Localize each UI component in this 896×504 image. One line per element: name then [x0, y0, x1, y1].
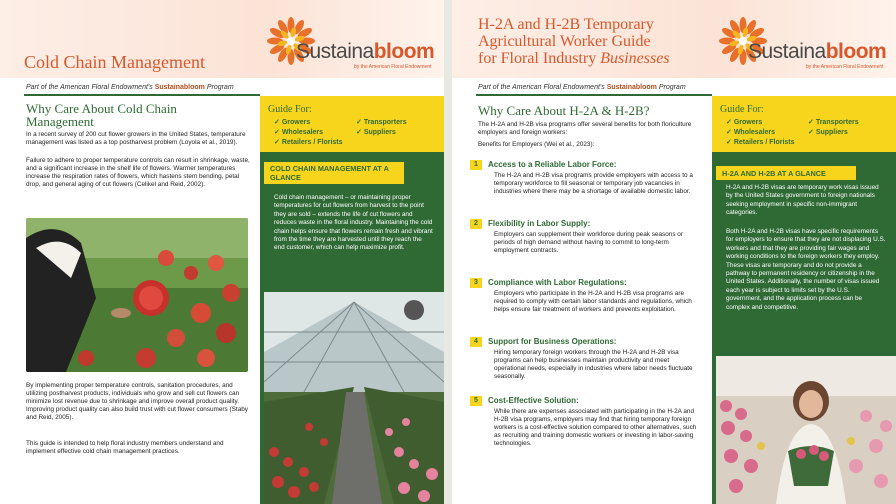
item-body: The H-2A and H-2B visa programs provide employers with access to a temporary workforce to fill seasonal or temporary job vacancies in industries where there may be a shortage of available domestic labor.: [494, 172, 693, 195]
guide-item-transporters: ✓ Transporters: [808, 119, 859, 126]
page-title: Cold Chain Management: [24, 52, 205, 72]
item-heading: Support for Business Operations:: [488, 337, 617, 346]
bottom-paragraph-2: This guide is intended to help floral industry members understand and implement effective cold chain management practices.: [26, 440, 224, 455]
glance-heading: H-2A AND H-2B AT A GLANCE: [722, 169, 826, 178]
logo-tagline: by the American Floral Endowment: [354, 64, 432, 70]
title-line-1: H-2A and H-2B Temporary: [478, 16, 654, 33]
logo-tagline: by the American Floral Endowment: [806, 64, 884, 70]
bottom-paragraph-1: By implementing proper temperature controls, sanitation procedures, and utilizing postharvest products, individuals who grow and sell cut flowers can minimize lost revenue due to shrinkage and improve overall product quality. Improving product quality can also build trust with cut flower consumers (Staby and Reid, 2005).: [26, 382, 248, 421]
intro-paragraph: The H-2A and H-2B visa programs offer several benefits for both floriculture employers and foreign workers:: [478, 121, 692, 136]
divider: [24, 94, 260, 96]
at-a-glance-box: [260, 152, 444, 504]
item-heading: Flexibility in Labor Supply:: [488, 219, 591, 228]
title-line-2: Agricultural Worker Guide: [478, 33, 651, 50]
greenhouse-photo: [264, 292, 444, 504]
glance-paragraph-2: Both H-2A and H-2B visas have specific requirements for employers to ensure that they are not displacing U.S. workers and that they are providing fair wages and working conditions to the foreign workers they employ. These visas are temporary and do not provide a pathway to permanent residency or citizenship in the United States. Additionally, the number of visas issued each year is subject to limits set by the U.S. government, and the application process can be complex and competitive.: [726, 228, 886, 311]
sustainabloom-logo: [718, 16, 888, 74]
item-number: 1: [470, 160, 482, 170]
item-body: While there are expenses associated with participating in the H-2A and H-2B visa programs, employers may find that hiring temporary foreign workers is a cost-effective solution compared to other alternatives, such as recruiting and training domestic workers or investing in labor-saving technologies.: [494, 408, 697, 447]
guide-title: Guide For:: [268, 104, 312, 115]
h2a-h2b-page: [452, 0, 896, 504]
program-line: Part of the American Floral Endowment's Sustainabloom Program: [26, 84, 234, 91]
guide-item-wholesalers: ✓ Wholesalers: [274, 129, 324, 136]
divider: [476, 94, 712, 96]
title-line-3: for Floral Industry Businesses: [478, 50, 670, 67]
item-number: 3: [470, 278, 482, 288]
woman-with-flowers-photo: [26, 218, 248, 372]
florist-illustration: [716, 356, 896, 504]
item-body: Employers can supplement their workforce during peak seasons or periods of high demand without having to commit to long-term employment contracts.: [494, 231, 683, 254]
item-heading: Cost-Effective Solution:: [488, 396, 579, 405]
guide-item-suppliers: ✓ Suppliers: [808, 129, 848, 136]
item-body: Employers who participate in the H-2A and H-2B visa programs are required to comply with certain labor standards and regulations, which helps ensure fair treatment of workers and prevents exploitation.: [494, 290, 692, 313]
item-heading: Access to a Reliable Labor Force:: [488, 160, 617, 169]
florist-photo: [716, 356, 896, 504]
guide-item-suppliers: ✓ Suppliers: [356, 129, 396, 136]
item-number: 4: [470, 337, 482, 347]
glance-body: Cold chain management – or maintaining proper temperatures for cut flowers from harvest to the point they are sold – extends the life of cut flowers and reduces waste in the floral industry. Maintaining the cold chain helps ensure that flowers remain fresh and vibrant from the time they are harvested until they reach the end customer, which can help maximize profit.: [274, 194, 433, 252]
guide-item-growers: ✓ Growers: [274, 119, 311, 126]
intro-paragraph-2: Failure to adhere to proper temperature controls can result in shrinkage, waste, and a significant increase in the shelf life of flowers. Warmer temperatures increase the respiration rates of flowers, which hastens stem bending, petal drop, and general aging of cut flowers (Celikel and Reid, 2002).: [26, 157, 250, 188]
guide-item-transporters: ✓ Transporters: [356, 119, 407, 126]
logo-wordmark: Sustainabloom: [748, 40, 887, 63]
photo-illustration: [26, 218, 248, 372]
page-title: [478, 16, 728, 67]
section-heading: Why Care About Cold Chain Management: [26, 101, 177, 129]
section-heading: Why Care About H-2A & H-2B?: [478, 103, 650, 118]
item-number: 2: [470, 219, 482, 229]
benefits-label: Benefits for Employers (Wei et al., 2023):: [478, 141, 595, 148]
item-number: 5: [470, 396, 482, 406]
guide-for-box: [712, 96, 896, 152]
guide-title: Guide For:: [720, 104, 764, 115]
item-heading: Compliance with Labor Regulations:: [488, 278, 627, 287]
item-body: Hiring temporary foreign workers through the H-2A and H-2B visa programs can help businesses maintain productivity and meet operational needs, especially in industries where labor needs fluctuate seasonally.: [494, 349, 693, 380]
guide-item-retailers: ✓ Retailers / Florists: [274, 139, 343, 146]
guide-item-wholesalers: ✓ Wholesalers: [726, 129, 776, 136]
guide-for-box: [260, 96, 444, 152]
at-a-glance-box: [712, 152, 896, 504]
guide-item-retailers: ✓ Retailers / Florists: [726, 139, 795, 146]
sustainabloom-logo: [266, 16, 436, 74]
program-line: Part of the American Floral Endowment's Sustainabloom Program: [478, 84, 686, 91]
guide-item-growers: ✓ Growers: [726, 119, 763, 126]
cold-chain-page: [0, 0, 444, 504]
glance-heading: COLD CHAIN MANAGEMENT AT A GLANCE: [270, 164, 389, 182]
glance-paragraph-1: H-2A and H-2B visas are temporary work visas issued by the United States government to foreign nationals seeking employment in specific non-immigrant categories.: [726, 184, 879, 217]
intro-paragraph-1: In a recent survey of 200 cut flower growers in the United States, temperature management was listed as a top postharvest problem (Loyola et al., 2019).: [26, 131, 246, 146]
logo-wordmark: Sustainabloom: [296, 40, 435, 63]
greenhouse-illustration: [264, 292, 444, 504]
